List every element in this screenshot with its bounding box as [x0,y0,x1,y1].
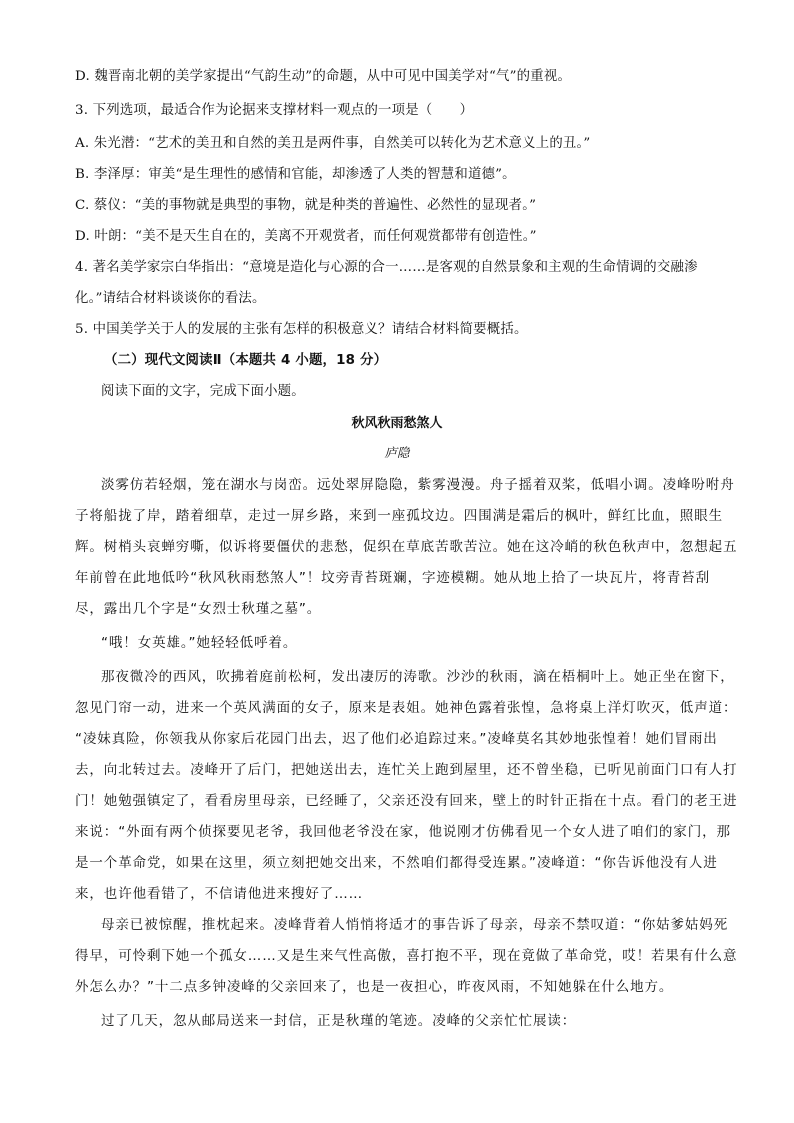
story-line: 尽，露出几个字是“女烈士秋瑾之墓”。 [75,601,322,617]
story-line: 年前曾在此地低吟“秋风秋雨愁煞人”！坟旁青苔斑斓，字迹模糊。她从地上拾了一块瓦片，将青苔刮 [75,570,710,586]
story-line: 得早，可怜剩下她一个孤女……又是生来气性高傲，喜打抱不平，现在竟做了革命党，哎！若果有什么意 [75,948,738,964]
story-line: 门！她勉强镇定了，看看房里母亲，已经睡了，父亲还没有回来，壁上的时针正指在十点。看门的老王进 [75,793,738,809]
question-4-line-1: 4. 著名美学家宗白华指出：“意境是造化与心源的合一……是客观的自然景象和主观的生命情调的交融渗 [75,260,698,275]
question-5: 5. 中国美学关于人的发展的主张有怎样的积极意义？请结合材料简要概括。 [75,322,528,337]
story-line: 过了几天，忽从邮局送来一封信，正是秋瑾的笔迹。凌峰的父亲忙忙展读： [101,1013,577,1029]
question-3-option-b: B. 李泽厚：审美“是生理性的感情和官能，却渗透了人类的智慧和道德”。 [75,167,516,182]
question-3-option-a: A. 朱光潜：“艺术的美丑和自然的美丑是两件事，自然美可以转化为艺术意义上的丑。” [75,136,591,151]
question-option-d-prev: D. 魏晋南北朝的美学家提出“气韵生动”的命题，从中可见中国美学对“气”的重视。 [75,69,572,84]
story-line: 淡雾仿若轻烟，笼在湖水与岗峦。远处翠屏隐隐，紫雾漫漫。舟子摇着双桨，低唱小调。凌峰吩咐舟 [101,477,735,493]
story-line: 去，向北转过去。凌峰开了后门，把她送出去，连忙关上跑到屋里，还不曾坐稳，已听见前面门口有人打 [75,762,738,778]
question-3: 3. 下列选项，最适合作为论据来支撑材料一观点的一项是（ ） [75,103,474,118]
section-instruction: 阅读下面的文字，完成下面小题。 [101,384,305,399]
story-line: 是一个革命党，如果在这里，须立刻把她交出来，不然咱们都得受连累。”凌峰道：“你告诉他没有人进 [75,855,718,871]
story-line: “凌妹真险，你领我从你家后花园门出去，迟了他们必追踪过来。”凌峰莫名其妙地张惶着！她们冒雨出 [75,731,718,747]
story-line: 母亲已被惊醒，推枕起来。凌峰背着人悄悄将适才的事告诉了母亲，母亲不禁叹道：“你姑爹姑妈死 [101,917,729,933]
story-title: 秋风秋雨愁煞人 [351,416,443,431]
story-line: 子将船拢了岸，踏着细草，走过一屏乡路，来到一座孤坟边。四围满是霜后的枫叶，鲜红比血，照眼生 [75,508,723,524]
story-line: “哦！女英雄。”她轻轻低呼着。 [101,635,298,651]
question-3-option-c: C. 蔡仪：“美的事物就是典型的事物，就是种类的普遍性、必然性的显现者。” [75,198,537,213]
question-4-line-2: 化。”请结合材料谈谈你的看法。 [75,291,266,306]
story-author: 庐隐 [384,445,410,460]
question-3-option-d: D. 叶朗：“美不是天生自在的，美离不开观赏者，而任何观赏都带有创造性。” [75,229,537,244]
story-line: 忽见门帘一动，进来一个英风满面的女子，原来是表姐。她神色露着张惶，急将桌上洋灯吹灭，低声道： [75,700,738,716]
story-line: 外怎么办？”十二点多钟凌峰的父亲回来了，也是一夜担心，昨夜风雨，不知她躲在什么地方。 [75,979,674,995]
story-line: 那夜微冷的西风，吹拂着庭前松柯，发出凄厉的涛歌。沙沙的秋雨，滴在梧桐叶上。她正坐在窗下， [101,669,735,685]
story-line: 辉。树梢头哀蝉穷嘶，似诉将要僵伏的悲愁，促织在草底苦歌苦泣。她在这冷峭的秋色秋声中，忽想起五 [75,539,738,555]
story-line: 来，也许他看错了，不信请他进来搜好了…… [75,886,363,902]
story-line: 来说：“外面有两个侦探要见老爷，我回他老爷没在家，他说刚才仿佛看见一个女人进了咱们的家门，那 [75,824,731,840]
section-heading: （二）现代文阅读Ⅱ（本题共 4 小题，18 分） [104,353,388,368]
